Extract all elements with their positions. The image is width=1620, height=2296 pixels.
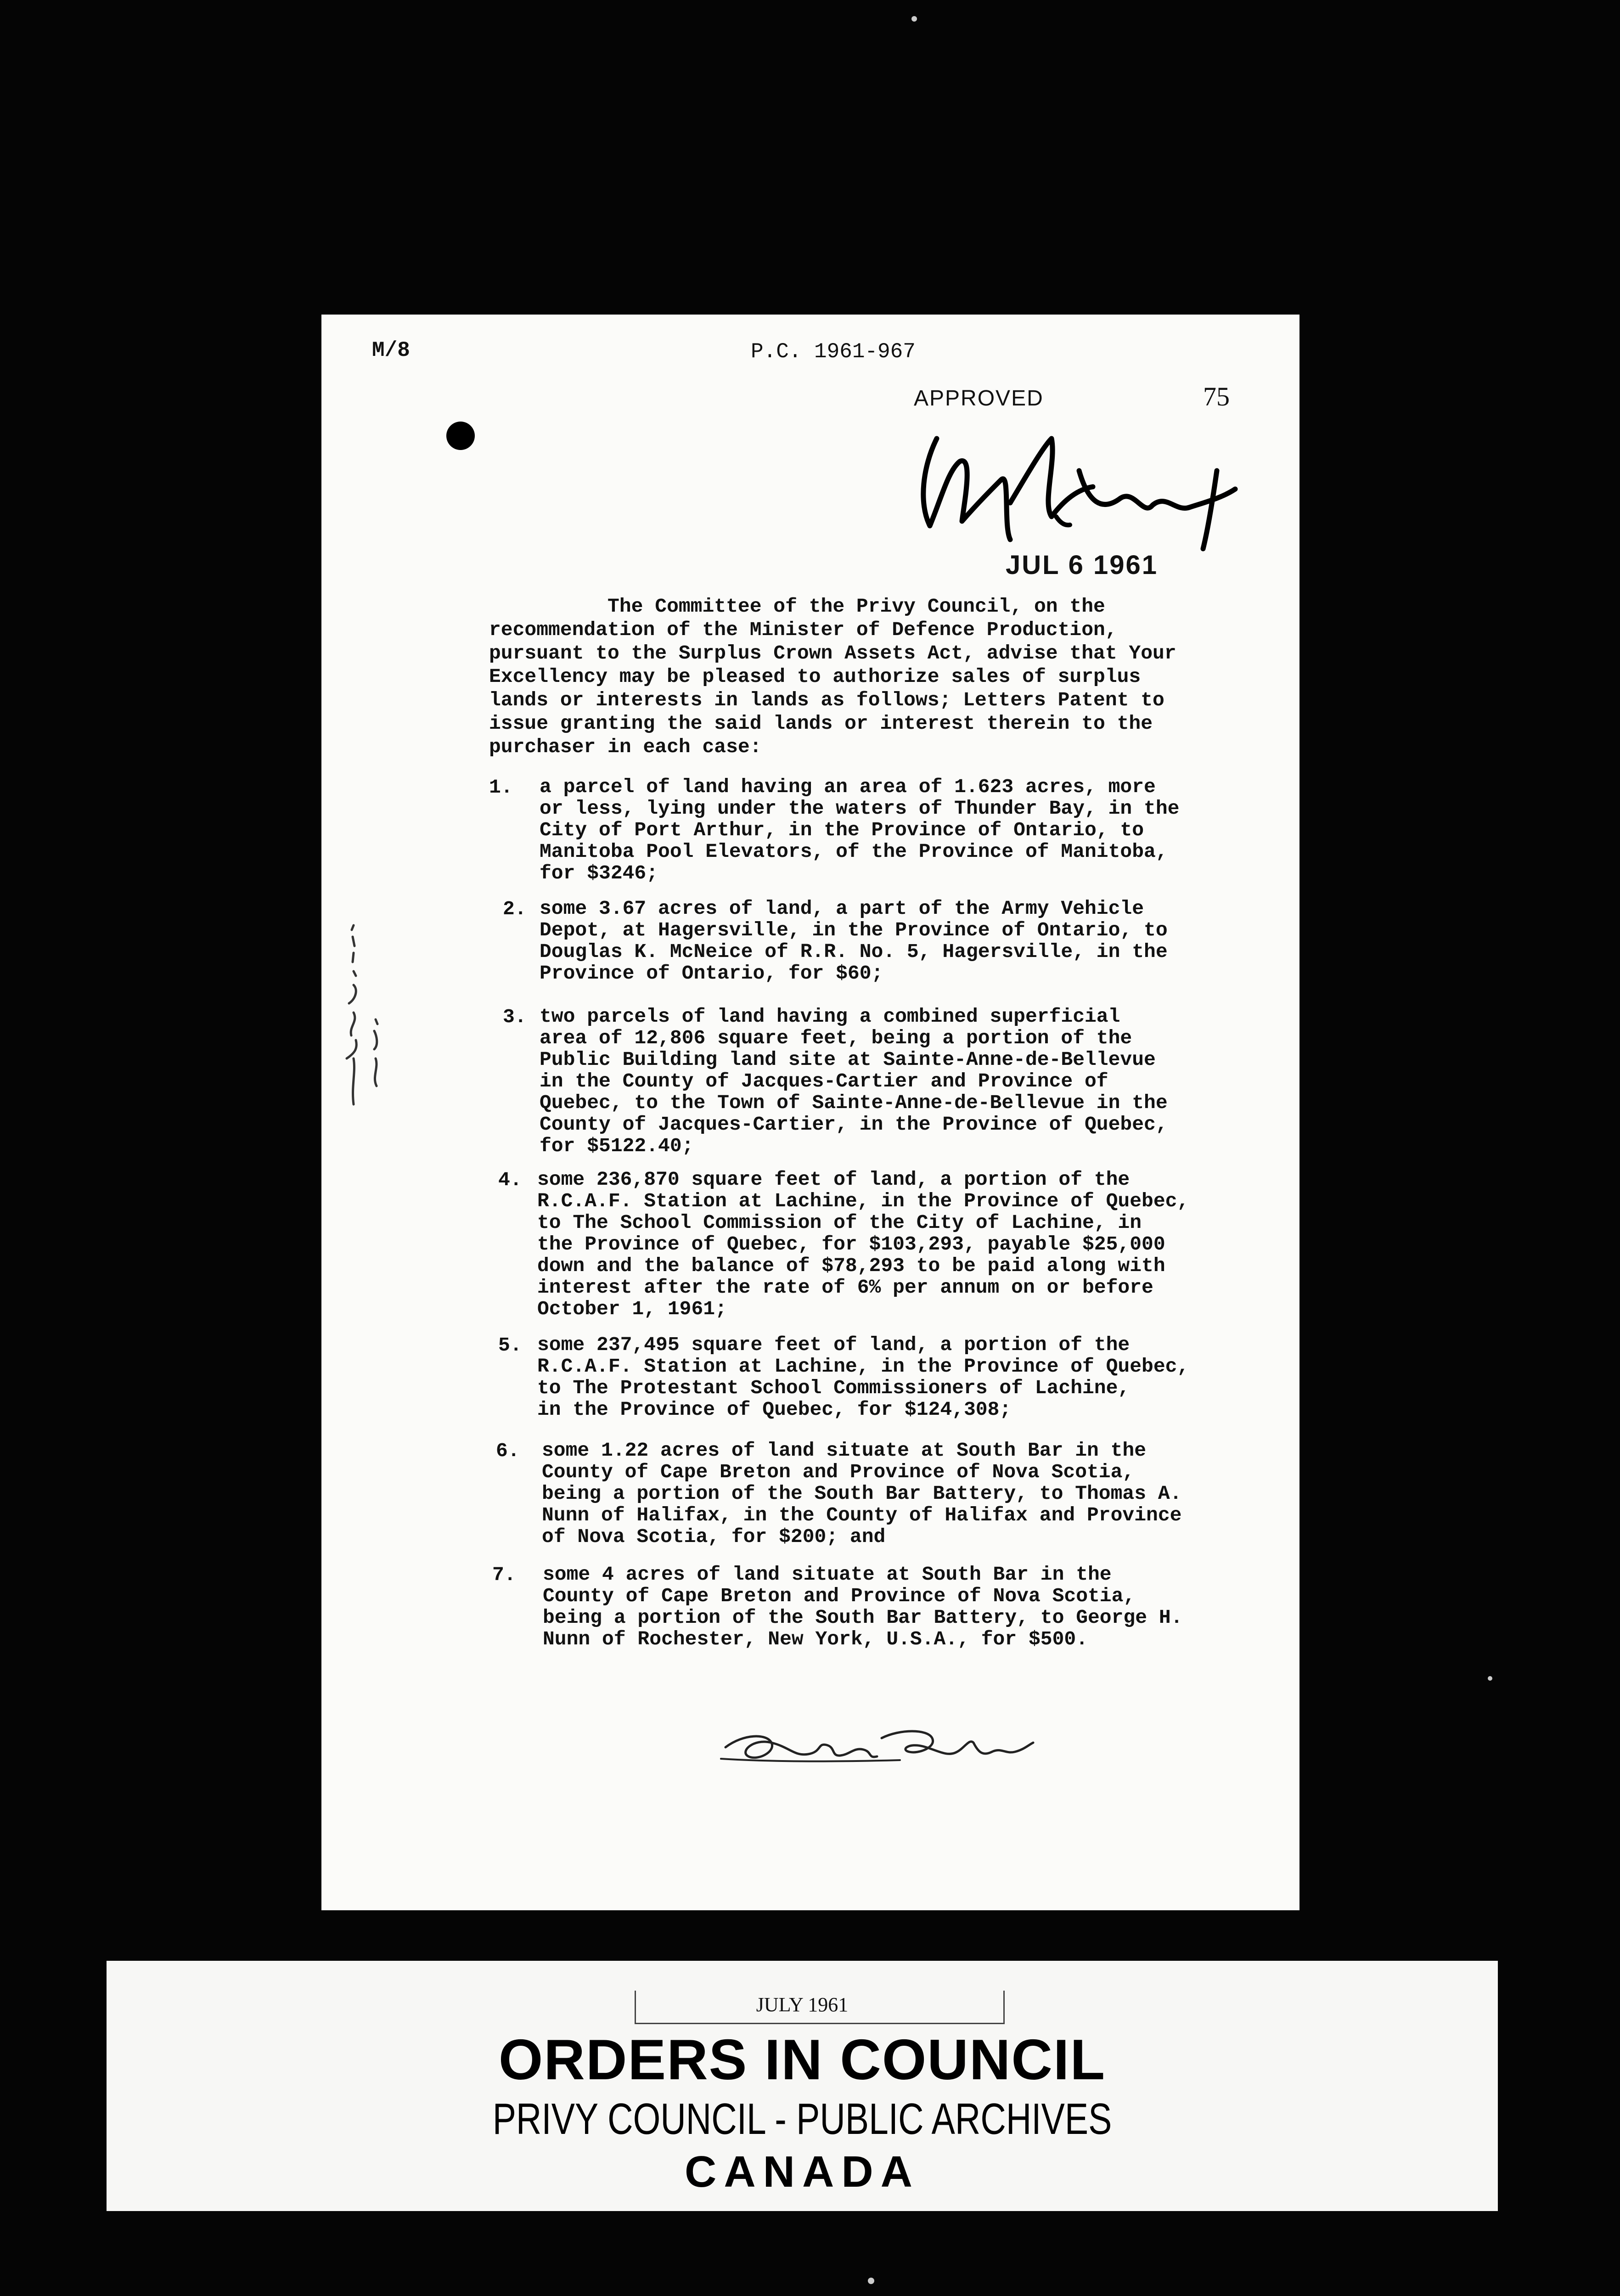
banner-title: ORDERS IN COUNCIL — [498, 2028, 1106, 2092]
preamble-paragraph: The Committee of the Privy Council, on the recommendation of the Minister of Defence Production, pursuant to the Surplus Crown Assets Act, advise that Your Excellency may be pleased to authorize sales of surplus lands or interests in lands as follows; Letters Patent to issue granting the said lands or interest therein to the purchaser in each case: — [489, 595, 1176, 758]
banner-subtitle: PRIVY COUNCIL - PUBLIC ARCHIVES — [492, 2094, 1112, 2144]
archive-banner — [107, 1961, 1498, 2211]
film-speck — [868, 2278, 874, 2284]
item-number: 5. — [498, 1334, 522, 1356]
pc-number: P.C. 1961-967 — [751, 340, 916, 364]
item-number: 2. — [503, 898, 527, 920]
banner-date: JULY 1961 — [756, 1993, 849, 2016]
item-text: some 3.67 acres of land, a part of the Army Vehicle Depot, at Hagersville, in the Province of Ontario, to Douglas K. McNeice of R.R. No. 5, Hagersville, in the Province of Ontario, for $60; — [540, 897, 1168, 985]
item-text: some 4 acres of land situate at South Bar in the County of Cape Breton and Province of Nova Scotia, being a portion of the South Bar Battery, to George H. Nunn of Rochester, New York, U.S.A., for $500. — [543, 1563, 1183, 1650]
document-page — [321, 315, 1299, 1910]
item-number: 3. — [503, 1006, 527, 1028]
film-speck — [911, 16, 917, 22]
reference-code: M/8 — [372, 338, 410, 362]
item-number: 4. — [498, 1169, 522, 1191]
item-number: 1. — [489, 776, 513, 799]
folio-number: 75 — [1203, 382, 1230, 411]
item-text: a parcel of land having an area of 1.623 acres, more or less, lying under the waters of Thunder Bay, in the City of Port Arthur, in the Province of Ontario, to Manitoba Pool Elevators, of the Province of Manitoba, for $3246; — [540, 776, 1180, 884]
item-text: some 236,870 square feet of land, a portion of the R.C.A.F. Station at Lachine, in the Province of Quebec, to The School Commission of the City of Lachine, in the Province of Quebec, for $103,293, payable $25,000 down and the balance of $78,293 to be paid along with interest after the rate of 6% per annum on or before October 1, 1961; — [537, 1168, 1189, 1320]
punch-hole — [446, 422, 475, 450]
item-text: some 1.22 acres of land situate at South Bar in the County of Cape Breton and Province of Nova Scotia, being a portion of the South Bar Battery, to Thomas A. Nunn of Halifax, in the County of Halifax and Province of Nova Scotia, for $200; and — [542, 1439, 1182, 1548]
approval-date-stamp: JUL 6 1961 — [1006, 550, 1159, 580]
handwritten-margin-note — [335, 921, 390, 1114]
banner-country: CANADA — [685, 2147, 920, 2196]
governor-general-signature — [905, 411, 1249, 563]
item-text: some 237,495 square feet of land, a portion of the R.C.A.F. Station at Lachine, in the Province of Quebec, to The Protestant School Commissioners of Lachine, in the Province of Quebec, for $124,308; — [537, 1334, 1189, 1421]
approved-stamp: APPROVED — [914, 386, 1044, 411]
item-number: 7. — [492, 1564, 516, 1586]
clerk-signature — [716, 1711, 1038, 1779]
item-text: two parcels of land having a combined superficial area of 12,806 square feet, being a portion of the Public Building land site at Sainte-Anne-de-Bellevue in the County of Jacques-Cartier and Province of Quebec, to the Town of Sainte-Anne-de-Bellevue in the County of Jacques-Cartier, in the Province of Quebec, for $5122.40; — [540, 1005, 1168, 1157]
item-number: 6. — [496, 1440, 520, 1462]
film-speck — [1488, 1676, 1492, 1681]
